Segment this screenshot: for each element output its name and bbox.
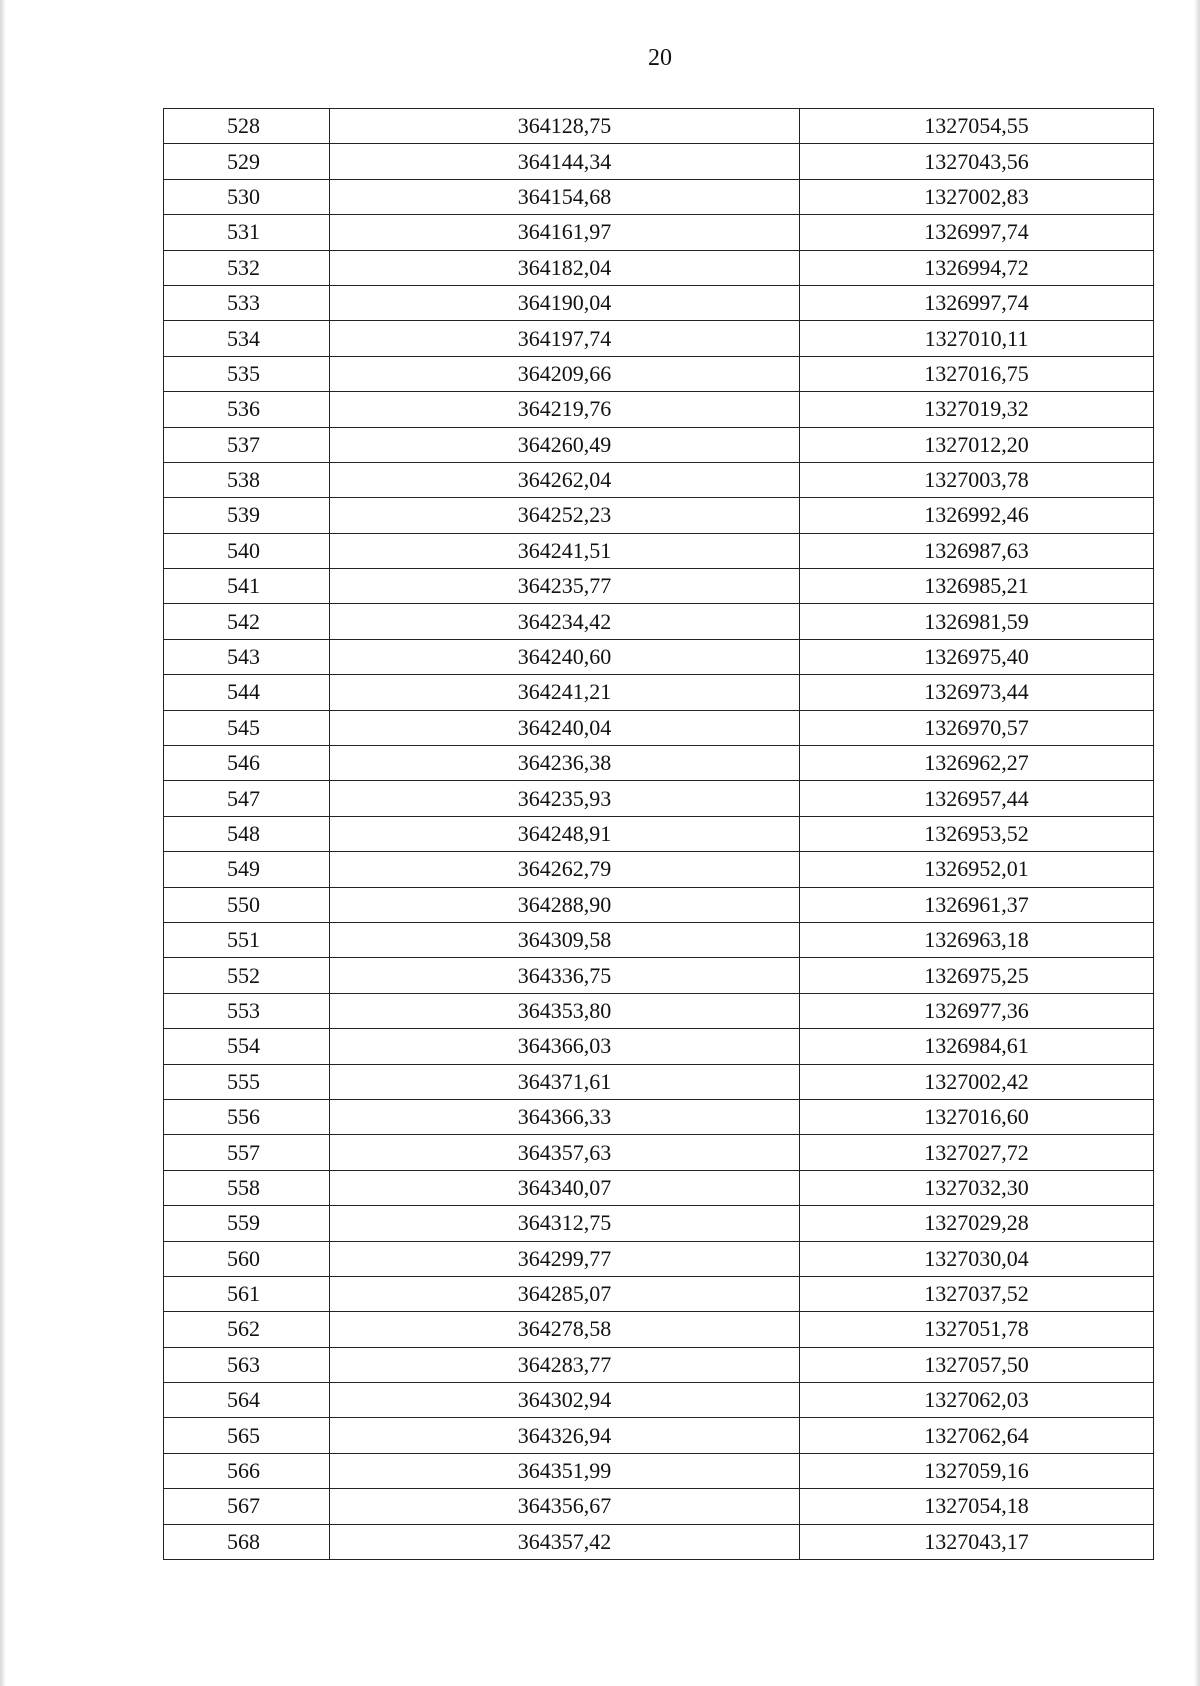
x-coordinate-cell: 364260,49 — [330, 427, 800, 462]
x-coordinate-cell: 364128,75 — [330, 109, 800, 144]
point-number-cell: 540 — [164, 533, 330, 568]
point-number-cell: 557 — [164, 1135, 330, 1170]
y-coordinate-cell: 1326961,37 — [800, 887, 1154, 922]
y-coordinate-cell: 1326981,59 — [800, 604, 1154, 639]
table-row — [164, 285, 1154, 320]
y-coordinate-cell: 1327043,17 — [800, 1524, 1154, 1559]
table-row — [164, 1347, 1154, 1382]
table-row — [164, 356, 1154, 391]
x-coordinate-cell: 364302,94 — [330, 1383, 800, 1418]
point-number-cell: 553 — [164, 993, 330, 1028]
y-coordinate-cell: 1326992,46 — [800, 498, 1154, 533]
x-coordinate-cell: 364283,77 — [330, 1347, 800, 1382]
x-coordinate-cell: 364161,97 — [330, 215, 800, 250]
table-row — [164, 993, 1154, 1028]
y-coordinate-cell: 1327010,11 — [800, 321, 1154, 356]
point-number-cell: 558 — [164, 1170, 330, 1205]
y-coordinate-cell: 1326957,44 — [800, 781, 1154, 816]
x-coordinate-cell: 364312,75 — [330, 1206, 800, 1241]
y-coordinate-cell: 1327003,78 — [800, 462, 1154, 497]
point-number-cell: 529 — [164, 144, 330, 179]
x-coordinate-cell: 364371,61 — [330, 1064, 800, 1099]
point-number-cell: 535 — [164, 356, 330, 391]
table-row — [164, 604, 1154, 639]
x-coordinate-cell: 364353,80 — [330, 993, 800, 1028]
x-coordinate-cell: 364262,04 — [330, 462, 800, 497]
x-coordinate-cell: 364351,99 — [330, 1453, 800, 1488]
y-coordinate-cell: 1327019,32 — [800, 392, 1154, 427]
point-number-cell: 537 — [164, 427, 330, 462]
table-row — [164, 639, 1154, 674]
table-row — [164, 1453, 1154, 1488]
point-number-cell: 560 — [164, 1241, 330, 1276]
y-coordinate-cell: 1326970,57 — [800, 710, 1154, 745]
scan-edge-left — [0, 0, 6, 1686]
table-row — [164, 746, 1154, 781]
point-number-cell: 547 — [164, 781, 330, 816]
point-number-cell: 550 — [164, 887, 330, 922]
x-coordinate-cell: 364248,91 — [330, 816, 800, 851]
table-row — [164, 321, 1154, 356]
point-number-cell: 544 — [164, 675, 330, 710]
point-number-cell: 528 — [164, 109, 330, 144]
y-coordinate-cell: 1327051,78 — [800, 1312, 1154, 1347]
x-coordinate-cell: 364278,58 — [330, 1312, 800, 1347]
y-coordinate-cell: 1327012,20 — [800, 427, 1154, 462]
x-coordinate-cell: 364288,90 — [330, 887, 800, 922]
point-number-cell: 567 — [164, 1489, 330, 1524]
x-coordinate-cell: 364197,74 — [330, 321, 800, 356]
x-coordinate-cell: 364236,38 — [330, 746, 800, 781]
x-coordinate-cell: 364366,33 — [330, 1099, 800, 1134]
table-row — [164, 1064, 1154, 1099]
x-coordinate-cell: 364144,34 — [330, 144, 800, 179]
y-coordinate-cell: 1326953,52 — [800, 816, 1154, 851]
table-row — [164, 462, 1154, 497]
y-coordinate-cell: 1326984,61 — [800, 1029, 1154, 1064]
y-coordinate-cell: 1326994,72 — [800, 250, 1154, 285]
y-coordinate-cell: 1326985,21 — [800, 569, 1154, 604]
table-row — [164, 1489, 1154, 1524]
x-coordinate-cell: 364240,60 — [330, 639, 800, 674]
y-coordinate-cell: 1327016,75 — [800, 356, 1154, 391]
x-coordinate-cell: 364241,21 — [330, 675, 800, 710]
point-number-cell: 551 — [164, 922, 330, 957]
x-coordinate-cell: 364357,63 — [330, 1135, 800, 1170]
table-row — [164, 569, 1154, 604]
y-coordinate-cell: 1327002,83 — [800, 179, 1154, 214]
y-coordinate-cell: 1327062,03 — [800, 1383, 1154, 1418]
y-coordinate-cell: 1326962,27 — [800, 746, 1154, 781]
point-number-cell: 545 — [164, 710, 330, 745]
y-coordinate-cell: 1327062,64 — [800, 1418, 1154, 1453]
table-row — [164, 1029, 1154, 1064]
x-coordinate-cell: 364219,76 — [330, 392, 800, 427]
x-coordinate-cell: 364262,79 — [330, 852, 800, 887]
table-row — [164, 144, 1154, 179]
table-row — [164, 250, 1154, 285]
point-number-cell: 566 — [164, 1453, 330, 1488]
table-row — [164, 1524, 1154, 1559]
x-coordinate-cell: 364340,07 — [330, 1170, 800, 1205]
y-coordinate-cell: 1326975,40 — [800, 639, 1154, 674]
table-row — [164, 427, 1154, 462]
table-row — [164, 958, 1154, 993]
x-coordinate-cell: 364241,51 — [330, 533, 800, 568]
table-row — [164, 533, 1154, 568]
scan-edge-right — [1194, 0, 1200, 1686]
y-coordinate-cell: 1327037,52 — [800, 1276, 1154, 1311]
point-number-cell: 549 — [164, 852, 330, 887]
point-number-cell: 534 — [164, 321, 330, 356]
point-number-cell: 565 — [164, 1418, 330, 1453]
y-coordinate-cell: 1326997,74 — [800, 215, 1154, 250]
x-coordinate-cell: 364285,07 — [330, 1276, 800, 1311]
table-row — [164, 710, 1154, 745]
point-number-cell: 542 — [164, 604, 330, 639]
point-number-cell: 563 — [164, 1347, 330, 1382]
point-number-cell: 564 — [164, 1383, 330, 1418]
x-coordinate-cell: 364235,77 — [330, 569, 800, 604]
y-coordinate-cell: 1327016,60 — [800, 1099, 1154, 1134]
x-coordinate-cell: 364357,42 — [330, 1524, 800, 1559]
point-number-cell: 536 — [164, 392, 330, 427]
coordinates-table-container — [163, 108, 1153, 1560]
y-coordinate-cell: 1327043,56 — [800, 144, 1154, 179]
x-coordinate-cell: 364182,04 — [330, 250, 800, 285]
table-row — [164, 179, 1154, 214]
y-coordinate-cell: 1326952,01 — [800, 852, 1154, 887]
point-number-cell: 539 — [164, 498, 330, 533]
point-number-cell: 531 — [164, 215, 330, 250]
point-number-cell: 532 — [164, 250, 330, 285]
coordinates-table-body — [164, 109, 1154, 1560]
table-row — [164, 1206, 1154, 1241]
y-coordinate-cell: 1327032,30 — [800, 1170, 1154, 1205]
table-row — [164, 1383, 1154, 1418]
table-row — [164, 922, 1154, 957]
page-number: 20 — [648, 45, 672, 71]
table-row — [164, 109, 1154, 144]
x-coordinate-cell: 364356,67 — [330, 1489, 800, 1524]
table-row — [164, 675, 1154, 710]
point-number-cell: 530 — [164, 179, 330, 214]
x-coordinate-cell: 364366,03 — [330, 1029, 800, 1064]
y-coordinate-cell: 1326997,74 — [800, 285, 1154, 320]
point-number-cell: 548 — [164, 816, 330, 851]
point-number-cell: 541 — [164, 569, 330, 604]
table-row — [164, 392, 1154, 427]
table-row — [164, 1170, 1154, 1205]
point-number-cell: 556 — [164, 1099, 330, 1134]
y-coordinate-cell: 1327054,18 — [800, 1489, 1154, 1524]
y-coordinate-cell: 1326977,36 — [800, 993, 1154, 1028]
point-number-cell: 543 — [164, 639, 330, 674]
table-row — [164, 852, 1154, 887]
table-row — [164, 887, 1154, 922]
y-coordinate-cell: 1326987,63 — [800, 533, 1154, 568]
x-coordinate-cell: 364299,77 — [330, 1241, 800, 1276]
point-number-cell: 554 — [164, 1029, 330, 1064]
table-row — [164, 781, 1154, 816]
x-coordinate-cell: 364209,66 — [330, 356, 800, 391]
y-coordinate-cell: 1327029,28 — [800, 1206, 1154, 1241]
x-coordinate-cell: 364309,58 — [330, 922, 800, 957]
y-coordinate-cell: 1326975,25 — [800, 958, 1154, 993]
point-number-cell: 533 — [164, 285, 330, 320]
y-coordinate-cell: 1326973,44 — [800, 675, 1154, 710]
point-number-cell: 546 — [164, 746, 330, 781]
table-row — [164, 498, 1154, 533]
point-number-cell: 559 — [164, 1206, 330, 1241]
x-coordinate-cell: 364154,68 — [330, 179, 800, 214]
y-coordinate-cell: 1327030,04 — [800, 1241, 1154, 1276]
table-row — [164, 215, 1154, 250]
table-row — [164, 1135, 1154, 1170]
point-number-cell: 538 — [164, 462, 330, 497]
point-number-cell: 555 — [164, 1064, 330, 1099]
point-number-cell: 552 — [164, 958, 330, 993]
y-coordinate-cell: 1326963,18 — [800, 922, 1154, 957]
y-coordinate-cell: 1327057,50 — [800, 1347, 1154, 1382]
y-coordinate-cell: 1327059,16 — [800, 1453, 1154, 1488]
x-coordinate-cell: 364252,23 — [330, 498, 800, 533]
x-coordinate-cell: 364190,04 — [330, 285, 800, 320]
point-number-cell: 562 — [164, 1312, 330, 1347]
x-coordinate-cell: 364326,94 — [330, 1418, 800, 1453]
y-coordinate-cell: 1327054,55 — [800, 109, 1154, 144]
table-row — [164, 1099, 1154, 1134]
point-number-cell: 568 — [164, 1524, 330, 1559]
coordinates-table — [163, 108, 1154, 1560]
table-row — [164, 1418, 1154, 1453]
y-coordinate-cell: 1327002,42 — [800, 1064, 1154, 1099]
table-row — [164, 1276, 1154, 1311]
table-row — [164, 816, 1154, 851]
x-coordinate-cell: 364234,42 — [330, 604, 800, 639]
point-number-cell: 561 — [164, 1276, 330, 1311]
x-coordinate-cell: 364240,04 — [330, 710, 800, 745]
x-coordinate-cell: 364235,93 — [330, 781, 800, 816]
x-coordinate-cell: 364336,75 — [330, 958, 800, 993]
table-row — [164, 1312, 1154, 1347]
table-row — [164, 1241, 1154, 1276]
y-coordinate-cell: 1327027,72 — [800, 1135, 1154, 1170]
